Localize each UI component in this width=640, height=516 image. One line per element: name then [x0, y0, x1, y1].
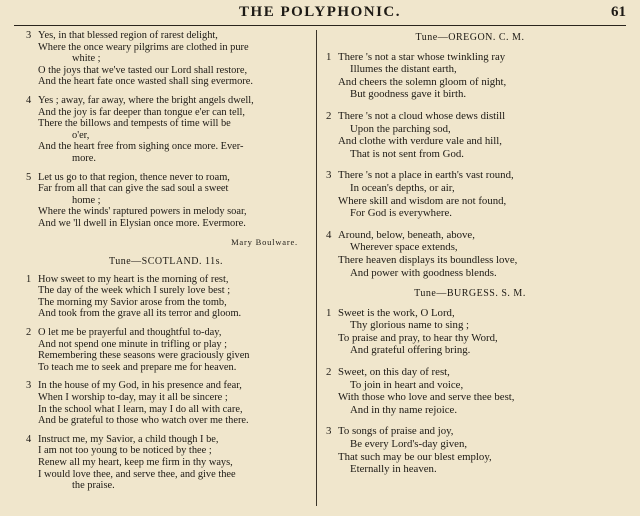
verse-line: And we 'll dwell in Elysian once more. Evermore. — [38, 217, 246, 229]
stanza-number: 4 — [26, 94, 32, 106]
stanza-number: 4 — [26, 433, 32, 445]
verse-line: Upon the parching sod, — [350, 122, 451, 135]
stanza-number: 3 — [326, 169, 332, 182]
verse-line: There heaven displays its boundless love, — [338, 253, 518, 266]
verse-line: Where the winds' raptured powers in melody soar, — [38, 206, 247, 218]
verse-line: Yes, in that blessed region of rarest delight, — [38, 30, 218, 41]
verse-line: And cheers the solemn gloom of night, — [338, 75, 507, 88]
verse-line: Where the once weary pilgrims are clothed in pure — [38, 41, 249, 53]
page-number: 61 — [611, 4, 626, 20]
stanza-number: 2 — [326, 109, 332, 122]
stanza-number: 1 — [26, 273, 32, 285]
verse-line: Remembering these seasons were graciously given — [38, 350, 250, 362]
verse-line: And took from the grave all its terror and gloom. — [38, 308, 242, 320]
verse-line: In the house of my God, in his presence and fear, — [38, 380, 242, 392]
tune-heading: Tune—SCOTLAND. 11s. — [108, 256, 224, 268]
verse-line: And in thy name rejoice. — [350, 403, 458, 416]
left-column — [26, 30, 306, 499]
verse-line: For God is everywhere. — [350, 207, 452, 220]
stanza-number: 4 — [326, 228, 332, 241]
verse-line: The morning my Savior arose from the tomb, — [38, 296, 227, 308]
verse-line: Thy glorious name to sing ; — [350, 319, 470, 332]
stanza — [26, 95, 306, 165]
verse-line: white ; — [72, 53, 101, 65]
verse-line: And power with goodness blends. — [350, 266, 497, 279]
stanza — [326, 169, 614, 219]
stanza-number: 1 — [326, 50, 332, 63]
stanza — [26, 172, 306, 230]
stanza — [326, 229, 614, 279]
verse-line: Be every Lord's-day given, — [350, 438, 468, 451]
stanza — [326, 307, 614, 357]
verse-line: And the heart fate once wasted shall sing evermore. — [38, 76, 253, 88]
stanza-number: 1 — [326, 306, 332, 319]
stanza — [326, 425, 614, 475]
verse-line: home ; — [72, 194, 101, 206]
verse-line: To praise and pray, to hear thy Word, — [338, 331, 498, 344]
verse-line: Yes ; away, far away, where the bright angels dwell, — [38, 94, 254, 106]
verse-line: Illumes the distant earth, — [350, 63, 457, 76]
page-title: THE POLYPHONIC. — [239, 4, 401, 20]
verse-line: To songs of praise and joy, — [338, 425, 454, 438]
verse-line: The day of the week which I surely love best ; — [38, 285, 231, 297]
stanza — [26, 380, 306, 426]
tune-heading: Tune—BURGESS. S. M. — [414, 288, 526, 300]
verse-line: Instruct me, my Savior, a child though I be, — [38, 433, 219, 445]
verse-line: With those who love and serve thee best, — [338, 391, 515, 404]
stanza-number: 3 — [26, 380, 32, 392]
verse-line: There the billows and tempests of time will be — [38, 118, 231, 130]
verse-line: O let me be prayerful and thoughtful to-day, — [38, 327, 222, 339]
verse-line: In ocean's depths, or air, — [350, 181, 455, 194]
stanza — [26, 30, 306, 88]
verse-line: o'er, — [72, 129, 90, 141]
right-column — [326, 30, 614, 485]
stanza-number: 5 — [26, 171, 32, 183]
verse-line: Renew all my heart, keep me firm in thy ways, — [38, 457, 233, 468]
column-divider — [316, 30, 317, 506]
verse-line: Where skill and wisdom are not found, — [338, 194, 507, 207]
verse-line: When I worship to-day, may it all be sincere ; — [38, 392, 228, 404]
verse-line: Far from all that can give the sad soul a sweet — [38, 183, 229, 195]
stanza — [26, 274, 306, 320]
verse-line: Wherever space extends, — [350, 241, 458, 254]
verse-line: And clothe with verdure vale and hill, — [338, 135, 503, 148]
verse-line: There 's not a star whose twinkling ray — [338, 50, 506, 63]
verse-line: That such may be our blest employ, — [338, 450, 492, 463]
verse-line: To teach me to seek and prepare me for heaven. — [38, 361, 237, 373]
verse-line: And the joy is far deeper than tongue e'er can tell, — [38, 106, 246, 118]
verse-line: I am not too young to be noticed by thee ; — [38, 445, 212, 457]
stanza — [26, 434, 306, 492]
verse-line: But goodness gave it birth. — [350, 88, 467, 101]
stanza — [326, 110, 614, 160]
verse-line: Sweet, on this day of rest, — [338, 366, 450, 379]
verse-line: To join in heart and voice, — [350, 378, 464, 391]
verse-line: That is not sent from God. — [350, 147, 464, 160]
verse-line: How sweet to my heart is the morning of rest, — [38, 273, 229, 285]
tune-heading: Tune—OREGON. C. M. — [415, 32, 525, 43]
author-credit: Mary Boulware. — [231, 236, 298, 247]
verse-line: In the school what I learn, may I do all with care, — [38, 403, 243, 415]
verse-line: And not spend one minute in trifling or play ; — [38, 338, 228, 350]
stanza-number: 3 — [326, 425, 332, 438]
verse-line: Let us go to that region, thence never to roam, — [38, 171, 230, 183]
stanza — [26, 327, 306, 373]
verse-line: more. — [72, 152, 96, 164]
verse-line: Sweet is the work, O Lord, — [338, 306, 455, 319]
verse-line: There 's not a place in earth's vast round, — [338, 169, 514, 182]
verse-line: O the joys that we've tasted our Lord shall restore, — [38, 64, 248, 76]
header-rule — [14, 25, 626, 26]
verse-line: I would love thee, and serve thee, and give thee — [38, 468, 236, 480]
stanza — [326, 51, 614, 101]
verse-line: There 's not a cloud whose dews distill — [338, 109, 506, 122]
verse-line: And the heart free from sighing once more. Ever- — [38, 141, 244, 153]
verse-line: Around, below, beneath, above, — [338, 228, 475, 241]
stanza-number: 2 — [26, 327, 32, 339]
verse-line: Eternally in heaven. — [350, 463, 437, 476]
stanza — [326, 366, 614, 416]
verse-line: And be grateful to those who watch over me there. — [38, 415, 249, 427]
verse-line: the praise. — [72, 480, 115, 492]
verse-line: And grateful offering bring. — [350, 344, 471, 357]
stanza-number: 2 — [326, 366, 332, 379]
stanza-number: 3 — [26, 30, 32, 41]
